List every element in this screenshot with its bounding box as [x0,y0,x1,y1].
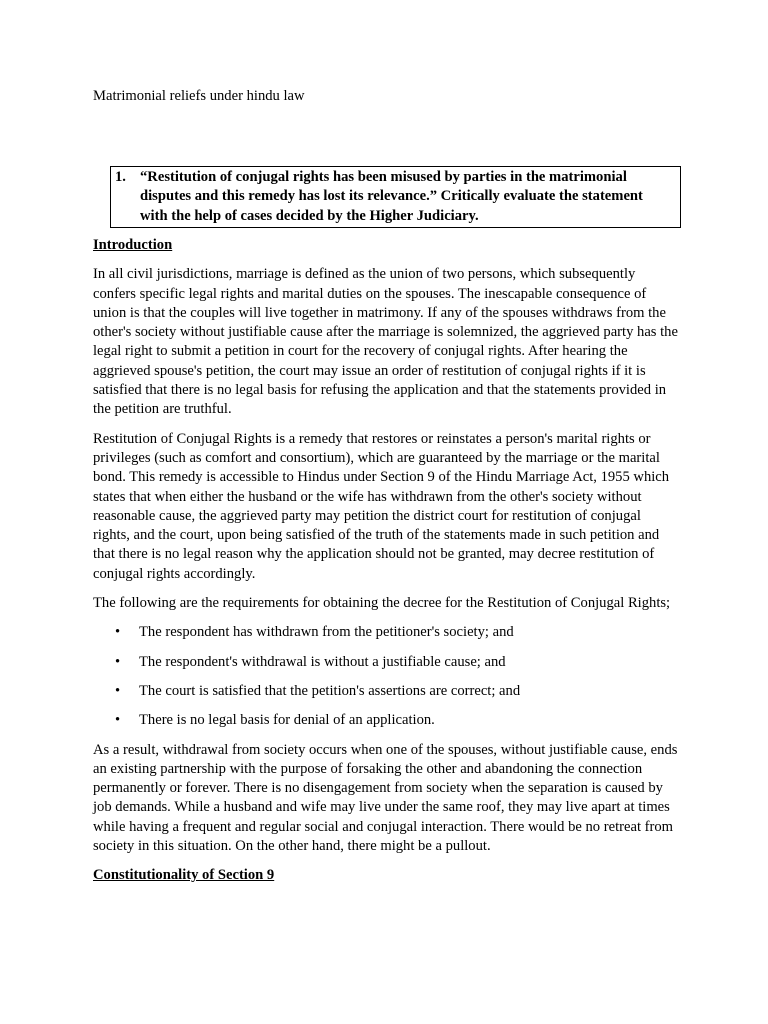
bullet-icon: • [115,653,121,670]
document-title: Matrimonial reliefs under hindu law [93,88,305,104]
list-item [93,682,681,701]
list-item [93,653,681,672]
bullet-icon: • [115,712,121,729]
list-item [93,623,681,642]
section-heading-constitutionality: Constitutionality of Section 9 [93,867,275,884]
body-paragraph: Restitution of Conjugal Rights is a remedy that restores or reinstates a person's marital rights or privileges (such as comfort and consortium), which are guaranteed by the marriage or the marital bond. This remedy is accessible to Hindus under Section 9 of the Hindu Marriage Act, 1955 which states that when either the husband or the wife has withdrawn from the other's society without reasonable cause, the aggrieved party may petition the district court for restitution of conjugal rights, and the court, upon being satisfied of the truth of the statements made in such petition and that there is no legal reason why the application should not be granted, may decree restitution of conjugal rights accordingly. [93,430,670,582]
bullet-icon: • [115,682,121,699]
list-item-text: The court is satisfied that the petition's assertions are correct; and [139,682,521,699]
list-item [93,711,681,730]
question-box [110,166,681,228]
body-paragraph: As a result, withdrawal from society occurs when one of the spouses, without justifiable cause, ends an existing partnership with the purpose of forsaking the other and abandoning the connection permanently or forever. There is no disengagement from society when the separation is caused by job demands. While a husband and wife may live under the same roof, they may live apart at times while having a frequent and regular social and conjugal interaction. There would be no retreat from society in this situation. On the other hand, there might be a pullout. [93,741,678,855]
list-item-text: The respondent's withdrawal is without a justifiable cause; and [139,653,506,670]
question-text: “Restitution of conjugal rights has been misused by parties in the matrimonial disputes and this remedy has lost its relevance.” Critically evaluate the statement with the help of cases decided by the Higher Judiciary. [140,169,643,224]
body-paragraph: In all civil jurisdictions, marriage is defined as the union of two persons, which subsequently confers specific legal rights and marital duties on the spouses. The inescapable consequence of union is that the couples will live together in matrimony. If any of the spouses withdraws from the other's society without justifiable cause after the marriage is solemnized, the aggrieved party has the legal right to submit a petition in court for the recovery of conjugal rights. After hearing the aggrieved spouse's petition, the court may issue an order of restitution of conjugal rights if it is satisfied that there is no legal basis for refusing the application and that the statements provided in the petition are truthful. [93,266,678,418]
section-heading-introduction: Introduction [93,237,173,253]
body-paragraph: The following are the requirements for obtaining the decree for the Restitution of Conjugal Rights; [93,595,671,612]
bullet-icon: • [115,624,121,641]
question-number: 1. [115,169,126,185]
list-item-text: There is no legal basis for denial of an application. [139,712,435,729]
requirements-list [93,623,681,730]
document-body [93,236,681,896]
question-item [115,168,674,226]
list-item-text: The respondent has withdrawn from the petitioner's society; and [139,624,514,641]
